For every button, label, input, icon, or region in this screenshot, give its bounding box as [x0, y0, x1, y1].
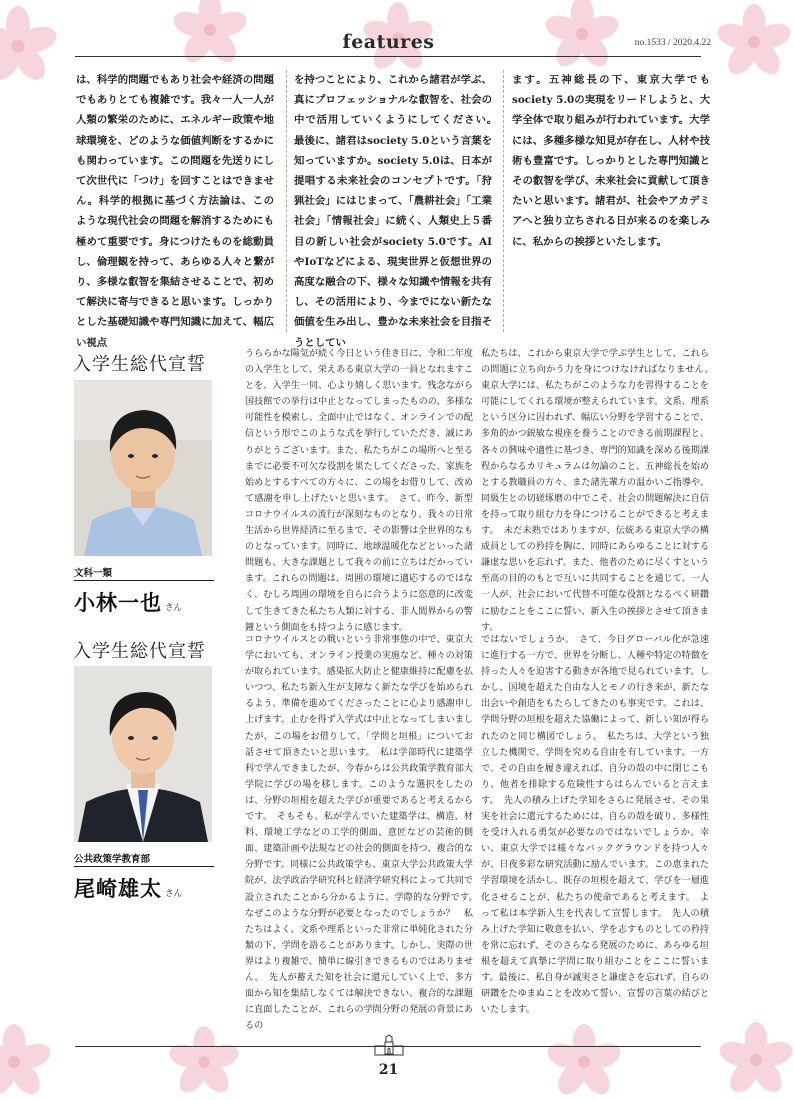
department-rule	[74, 866, 214, 867]
column-divider	[286, 70, 287, 332]
top-column-1: は、科学的問題でもあり社会や経済の問題でもありとても複雑です。我々一人一人が人類の繁栄のために、エネルギー政策や地球環境を、どのような価値判断をするかにも関わっています。この問題を先送りにして次世代に「つけ」を回すことはできません。科学的根拠に基づく方法論は、このような現代社会の問題を解消するためにも極めて重要です。身につけたものを総動員し、倫理観を持って、あらゆる人々と繋がり、多様な叡智を集結させることで、初めて解決に寄与できると思います。しっかりとした基礎知識や専門知識に加えて、幅広い視点	[76, 74, 274, 349]
top-column-3: ます。五神総長の下、東京大学でもsociety 5.0の実現をリードしようと、大学全体で取り組みが行われています。大学には、多種多様な知見が存在し、人材や技術も豊富です。しっかりとした専門知識とその叡智を学び、未来社会に貢献して頂きたいと思います。諸君が、社会やアカデミアへと独り立ちされる日が来るのを楽しみに、私からの挨拶といたします。	[512, 74, 710, 248]
portrait-1-illustration	[74, 380, 212, 556]
speech-1-department: 文科一類	[74, 568, 113, 579]
speech-1-speaker-name	[74, 587, 182, 617]
department-rule	[74, 580, 214, 581]
issue-number: no.1533 / 2020.4.22	[634, 38, 711, 48]
speech-1-column-1	[245, 346, 473, 633]
speech-2-department: 公共政策学教育部	[74, 854, 151, 865]
speaker-name-text: 尾崎雄太	[74, 877, 162, 901]
sakura-icon	[718, 1022, 794, 1098]
speech-1-text-2: 私たちは、これから東京大学で学ぶ学生として、これらの問題に立ち向かう力を身につけなければなりません。 東京大学には、私たちがこのような力を習得することを可能にしてくれる環境が整えられています。文系、理系という区分に囚われず、幅広い分野を学習することで、多角的かつ鋭敏な視座を養うことのできる前期課程と、各々の興味や適性に基づき、専門的知識を深める後期課程からなるカリキュラムは勿論のこと、五神総長を始めとする教職員の方々、また諸先輩方の温かいご指導や、同級生との切磋琢磨の中でこそ、社会の問題解決に自信を持って取り組む力を身につけることができると考えます。 未だ未熟ではありますが、伝統ある東京大学の構成員としての矜持を胸に、同時にあらゆることに対する謙虚な思いを忘れず、また、他者のために尽くすという至高の目的のもとで互いに共同することを通じて、一人一人が、社会において代替不可能な役割となるべく研鑽に励むことをここに誓い、新入生の挨拶とさせて頂きます。	[481, 349, 719, 633]
speech-2-text-2: ではないでしょうか。 さて、今日グローバル化が急速に進行する一方で、世界を分断し、人種や特定の特徴を持った人々を迫害する動きが各地で見られています。しかし、国境を超えた自由な人とモノの行き来が、新たな出会いや創造をもたらしてきたのも事実です。これは、学問分野の垣根を超えた協働によって、新しい知が得られたのと同じ構図でしょう。 私たちは、大学という独立した機関で、学問を究める自由を有しています。一方で、その自由を履き違えれば、自分の殻の中に閉じこもり、他者を排除する危険性すらはらんでいると言えます。 先人の積み上げた学知をさらに発展させ、その果実を社会に還元するためには、自らの殻を破り、多様性を受け入れる勇気が必要なのではないでしょうか。幸い、東京大学では様々なバックグラウンドを持つ人々が、日夜多彩な研究活動に励んでいます。この恵まれた学習環境を活かし、既存の垣根を超えて、学びを一層進化させることが、私たちの使命であると考えます。 よって私は本学新入生を代表して宣誓します。 先人の積み上げた学知に敬意を払い、学を志すものとしての矜持を常に忘れず、そのさらなる発展のために、あらゆる垣根を超えて真摯に学問に取り組むことをここに誓います。最後に、私自身が誠実さと謙虚さを忘れず、自らの研鑽をたゆまぬことを改めて誓い、宣誓の言葉の結びといたします。	[481, 635, 709, 1016]
speech-1-text-1: うららかな陽気が続く今日という佳き日に、令和二年度の入学生として、栄えある東京大学の一員となれますことを、入学生一同、心より嬉しく思います。残念ながら国技館での挙行は中止となってしまったものの、多様な可能性を模索し、全面中止ではなく、オンラインでの配信という形でこのような式を挙行していただき、誠にありがとうございます。また、私たちがこの場所へと至るまでに必要不可欠な役割を果たしてくださった、家族を始めとするすべての方々に、この場をお借りして、改めて感謝を申し上げたいと思います。 さて、昨今、新型コロナウイルスの流行が深刻なものとなり、我々の日常生活から世界経済に至るまで、その影響は全世界的なものとなっています。同時に、地球温暖化などといった諸問題も、大きな課題として我々の前に立ちはだかっています。これらの問題は、周囲の環境に適応するのではなく、むしろ周囲の環境を自らに合うように恣意的に改変して生きてきた私たち人類に対する、非人間界からの警鐘という側面をも持つように感じます。	[245, 349, 473, 633]
speech-1-title: 入学生総代宣誓	[73, 354, 206, 375]
speech-1-photo	[74, 380, 212, 556]
portrait-2-illustration	[74, 666, 212, 842]
speaker-name-text: 小林一也	[74, 591, 162, 615]
speech-2-text-1: コロナウイルスとの戦いという非常事態の中で、東京大学においても、オンライン授業の実施など、種々の対策が取られています。感染拡大防止と健康維持に配慮を払いつつ、私たち新入生が支障なく新たな学びを始められるよう、準備を進めてくださったことに心より感謝申し上げます。止むを得ず入学式は中止となってしまいましたが、この場をお借りして、「学問と垣根」についてお話させて頂きたいと思います。 私は学部時代に建築学科で学んできましたが、今春からは公共政策学教育部大学院に学びの場を移します。このような選択をしたのは、分野の垣根を超えた学びが重要であると考えるからです。 そもそも、私が学んでいた建築学は、構造、材料、環境工学などの工学的側面、意匠などの芸術的側面、建築計画や法規などの社会的側面を持つ、複合的な分野です。同様に公共政策学も、東京大学公共政策大学院が、法学政治学研究科と経済学研究科によって共同で設立されたことから分かるように、学際的な分野です。 なぜこのような分野が必要となったのでしょうか？ 私たちはよく、文系や理系といった非常に単純化された分類の下、学問を語ることがあります。しかし、実際の世界はより複雑で、簡単に線引きできるものではありません。 先人が蓄えた知を社会に還元していく上で、多方面から知を集結しなくては解決できない、複合的な課題に直面したことが、これらの学問分野の発展の背景にあるの	[245, 635, 483, 1032]
honorific: さん	[165, 603, 183, 613]
column-divider	[503, 70, 504, 332]
speech-2-speaker-name	[74, 873, 182, 903]
speech-2-title: 入学生総代宣誓	[73, 641, 206, 662]
speech-2-photo	[74, 666, 212, 842]
page-number: 21	[378, 1062, 399, 1078]
magazine-brand: features	[342, 31, 435, 53]
header-rule	[75, 56, 701, 57]
speech-1-column-2	[481, 346, 719, 633]
yasuda-auditorium-icon	[373, 1034, 405, 1058]
speech-2-column-1	[245, 632, 483, 1032]
speech-2-column-2	[481, 632, 709, 1030]
top-column-2: を持つことにより、これから諸君が学ぶ、真にプロフェッショナルな叡智を、社会の中で活用していくようにしてください。 最後に、諸君はsociety 5.0という言葉を知っていますか。society 5.0は、日本が提唱する未来社会のコンセプトです。「狩猟社会」にはじまって、「農耕社会」「工業社会」「情報社会」に続く、人類史上５番目の新しい社会がsociety 5.0です。AIやIoTなどによる、現実世界と仮想世界の高度な融合の下、様々な知識や情報を共有し、その活用により、今までにない新たな価値を生み出し、豊かな未来社会を目指そうとしてい	[294, 74, 503, 349]
honorific: さん	[165, 889, 183, 899]
